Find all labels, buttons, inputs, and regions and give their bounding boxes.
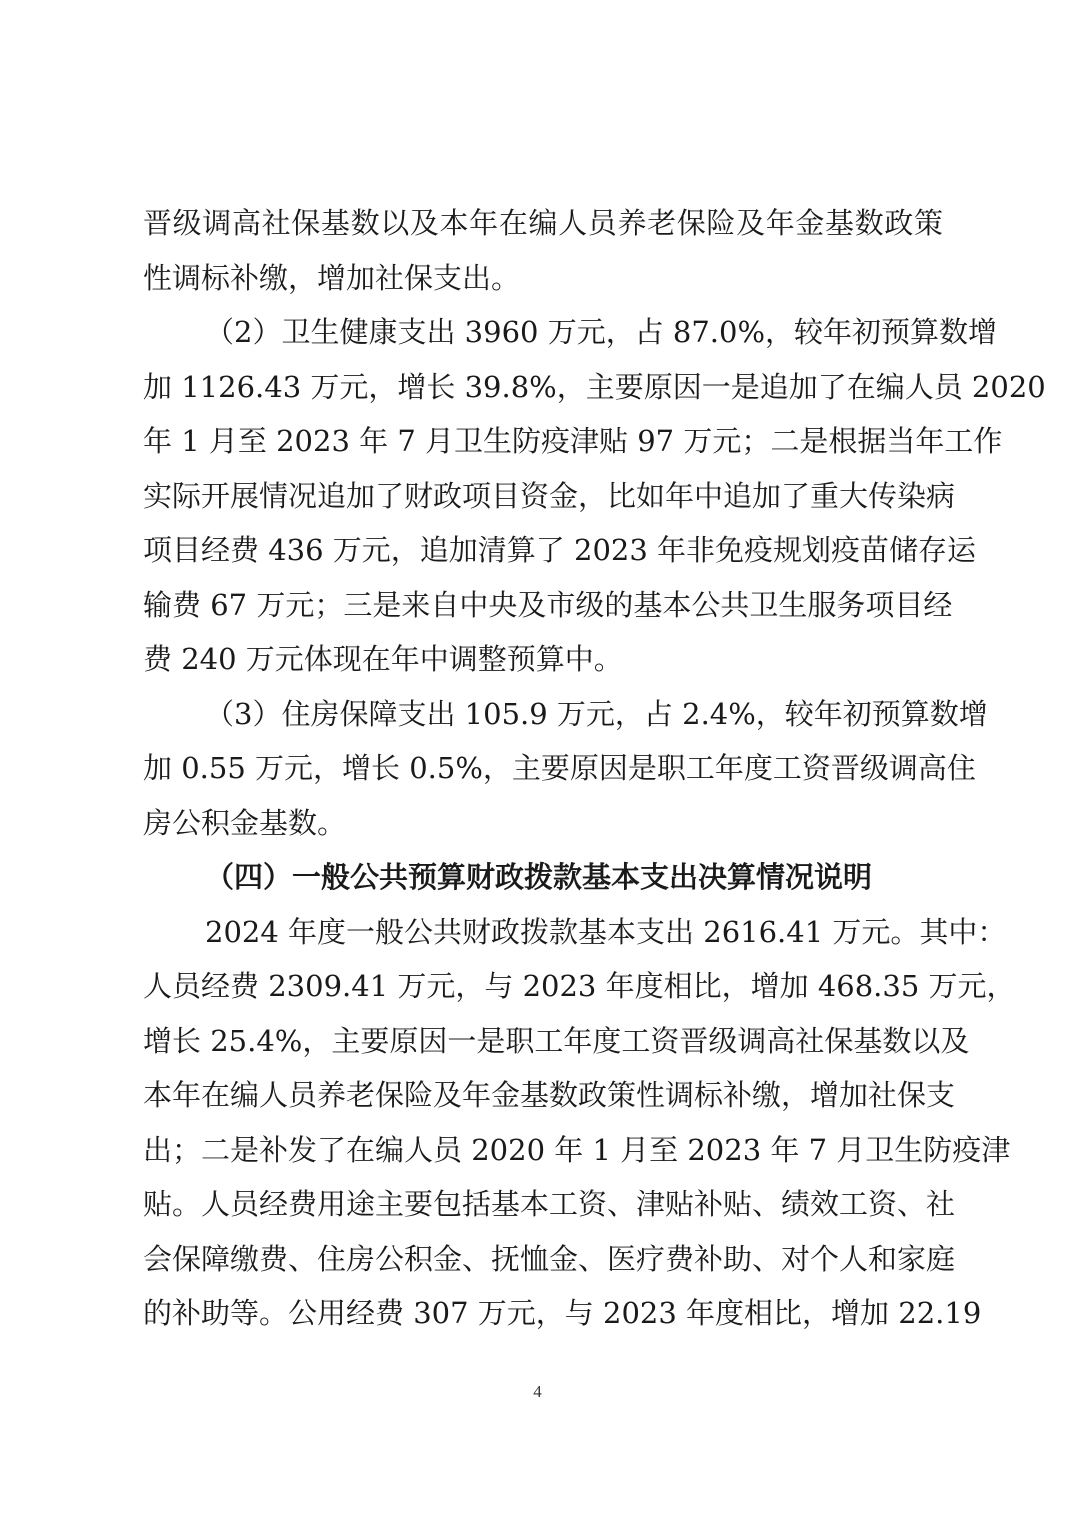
text-line-content: 2024 年度一般公共财政拨款基本支出 2616.41 万元。其中： xyxy=(205,914,1007,949)
text-line-content: 实际开展情况追加了财政项目资金，比如年中追加了重大传染病 xyxy=(143,478,956,513)
text-line-content: 项目经费 436 万元，追加清算了 2023 年非免疫规划疫苗储存运 xyxy=(143,533,977,567)
text-line xyxy=(143,360,1046,415)
text-line-content: 加 1126.43 万元，增长 39.8%，主要原因一是追加了在编人员 2020 xyxy=(143,369,1046,404)
text-line xyxy=(143,196,943,251)
text-line xyxy=(143,741,976,796)
text-line-content: 加 0.55 万元，增长 0.5%，主要原因是职工年度工资晋级调高住 xyxy=(143,751,976,785)
page-number: 4 xyxy=(533,1382,542,1401)
text-line-content: 费 240 万元体现在年中调整预算中。 xyxy=(143,642,623,676)
text-line-content: 晋级调高社保基数以及本年在编人员养老保险及年金基数政策 xyxy=(143,206,943,240)
text-line-content: 房公积金基数。 xyxy=(143,805,347,840)
section-heading xyxy=(143,850,943,905)
text-line xyxy=(143,469,956,524)
text-line-content: 输费 67 万元；三是来自中央及市级的基本公共卫生服务项目经 xyxy=(143,587,953,622)
text-line xyxy=(143,905,1007,960)
text-line xyxy=(143,414,1003,469)
text-line xyxy=(143,251,943,306)
text-line-content: 会保障缴费、住房公积金、抚恤金、医疗费补助、对个人和家庭 xyxy=(143,1241,956,1276)
text-line-content: 本年在编人员养老保险及年金基数政策性调标补缴，增加社保支 xyxy=(143,1078,956,1112)
text-line xyxy=(143,1068,956,1123)
text-line xyxy=(143,632,943,687)
text-line-content: 增长 25.4%，主要原因一是职工年度工资晋级调高社保基数以及 xyxy=(143,1023,970,1058)
text-line xyxy=(143,1286,982,1341)
text-line xyxy=(143,1177,956,1232)
document-body xyxy=(143,196,1046,1341)
text-line xyxy=(143,1014,970,1069)
text-line-content: 出；二是补发了在编人员 2020 年 1 月至 2023 年 7 月卫生防疫津 xyxy=(143,1132,1011,1167)
text-line-content: 贴。人员经费用途主要包括基本工资、津贴补贴、绩效工资、社 xyxy=(143,1187,956,1221)
text-line-content: 人员经费 2309.41 万元，与 2023 年度相比，增加 468.35 万元， xyxy=(143,969,1016,1003)
text-line xyxy=(143,959,1016,1014)
text-line-content: 性调标补缴，增加社保支出。 xyxy=(143,260,521,295)
text-line-content: （2）卫生健康支出 3960 万元，占 87.0%，较年初预算数增 xyxy=(205,315,998,349)
text-line-content: （四）一般公共预算财政拨款基本支出决算情况说明 xyxy=(205,860,873,894)
text-line xyxy=(143,578,953,633)
text-line xyxy=(143,523,977,578)
text-line xyxy=(143,305,998,360)
text-line-content: （3）住房保障支出 105.9 万元，占 2.4%，较年初预算数增 xyxy=(205,696,988,731)
text-line-content: 的补助等。公用经费 307 万元，与 2023 年度相比，增加 22.19 xyxy=(143,1296,982,1330)
text-line-content: 年 1 月至 2023 年 7 月卫生防疫津贴 97 万元；二是根据当年工作 xyxy=(143,424,1003,458)
text-line xyxy=(143,1232,956,1287)
text-line xyxy=(143,1123,1011,1178)
text-line xyxy=(143,796,943,851)
text-line xyxy=(143,687,988,742)
